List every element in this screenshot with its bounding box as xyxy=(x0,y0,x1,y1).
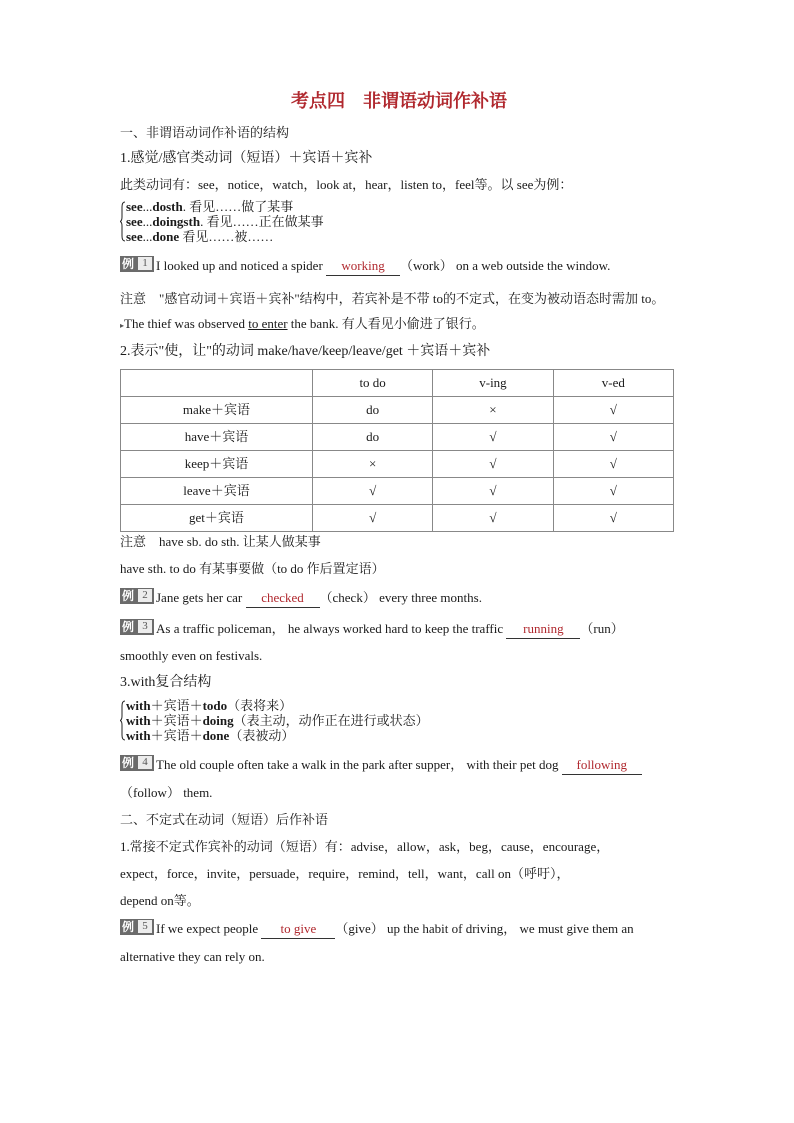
note-1: 注意 "感官动词＋宾语＋宾补"结构中，若宾补是不带 to的不定式，在变为被动语态时需加 to。 xyxy=(120,291,665,306)
p3-heading: 3.with复合结构 xyxy=(120,675,212,690)
s2-p1-line-1: 1.常接不定式作宾补的动词（短语）有：advise，allow，ask，beg，cause，encourage， xyxy=(120,839,610,854)
page xyxy=(120,92,676,966)
example-2: 例 2 Jane gets her car checked （check） every three months. xyxy=(120,588,676,608)
example-badge: 例 4 xyxy=(120,755,154,771)
page-title: 考点四 非谓语动词作补语 xyxy=(291,91,507,111)
left-brace-icon xyxy=(120,201,126,242)
see-line-2: see...doingsth. 看见……正在做某事 xyxy=(126,214,324,229)
with-brace-block xyxy=(120,698,676,743)
p2-heading: 2.表示"使，让"的动词 make/have/keep/leave/get ＋宾语＋宾补 xyxy=(120,344,491,359)
answer-blank: to give xyxy=(261,920,335,939)
example-4-line-2: （follow） them. xyxy=(120,785,213,800)
answer-blank: working xyxy=(326,257,400,276)
section2-heading: 二、不定式在动词（短语）后作补语 xyxy=(120,812,329,827)
example-badge: 例 1 xyxy=(120,256,154,272)
verb-complement-table xyxy=(120,369,674,532)
left-brace-icon xyxy=(120,700,126,741)
section1-heading: 一、非谓语动词作补语的结构 xyxy=(120,125,290,140)
s2-p1-line-3: depend on等。 xyxy=(120,893,200,908)
answer-blank: checked xyxy=(246,589,320,608)
answer-blank: running xyxy=(506,620,580,639)
bullet-line: ▸The thief was observed to enter the bank. 有人看见小偷进了银行。 xyxy=(120,316,485,331)
with-line-2: with＋宾语＋doing（表主动，动作正在进行或状态） xyxy=(126,713,429,728)
example-3-line-2: smoothly even on festivals. xyxy=(120,648,263,663)
example-3: 例 3 As a traffic policeman， he always worked hard to keep the traffic running （run） xyxy=(120,619,676,639)
example-4: 例 4 The old couple often take a walk in the park after supper， with their pet dog following xyxy=(120,755,676,775)
example-badge: 例 5 xyxy=(120,919,154,935)
note-2: 注意 have sb. do sth. 让某人做某事 xyxy=(120,534,321,549)
note-2-line-2: have sth. to do 有某事要做（to do 作后置定语） xyxy=(120,561,385,576)
p1-heading: 1.感觉/感官类动词（短语）＋宾语＋宾补 xyxy=(120,151,373,166)
table-row: make＋宾语 do × √ xyxy=(121,397,674,424)
with-line-3: with＋宾语＋done（表被动） xyxy=(126,728,295,743)
p1-intro: 此类动词有：see，notice，watch，look at，hear，listen to，feel等。以 see为例： xyxy=(120,177,573,192)
example-badge: 例 3 xyxy=(120,619,154,635)
answer-blank: following xyxy=(562,756,642,775)
table-row: have＋宾语 do √ √ xyxy=(121,424,674,451)
example-1: 例 1 I looked up and noticed a spider working （work） on a web outside the window. xyxy=(120,256,676,276)
note-label: 注意 xyxy=(120,534,160,549)
example-5-line-2: alternative they can rely on. xyxy=(120,949,265,964)
table-header-row: to do v-ing v-ed xyxy=(121,370,674,397)
triangle-icon: ▸ xyxy=(120,321,125,330)
with-line-1: with＋宾语＋todo（表将来） xyxy=(126,698,293,713)
example-badge: 例 2 xyxy=(120,588,154,604)
table-row: keep＋宾语 × √ √ xyxy=(121,451,674,478)
s2-p1-line-2: expect，force，invite，persuade，require，remind，tell，want，call on（呼吁）， xyxy=(120,866,570,881)
see-brace-block xyxy=(120,199,676,244)
example-5: 例 5 If we expect people to give （give） up the habit of driving， we must give them an xyxy=(120,919,676,939)
see-line-1: see...dosth. 看见……做了某事 xyxy=(126,199,294,214)
see-line-3: see...done 看见……被…… xyxy=(126,229,274,244)
note-label: 注意 xyxy=(120,291,160,306)
table-row: leave＋宾语 √ √ √ xyxy=(121,478,674,505)
table-row: get＋宾语 √ √ √ xyxy=(121,505,674,532)
